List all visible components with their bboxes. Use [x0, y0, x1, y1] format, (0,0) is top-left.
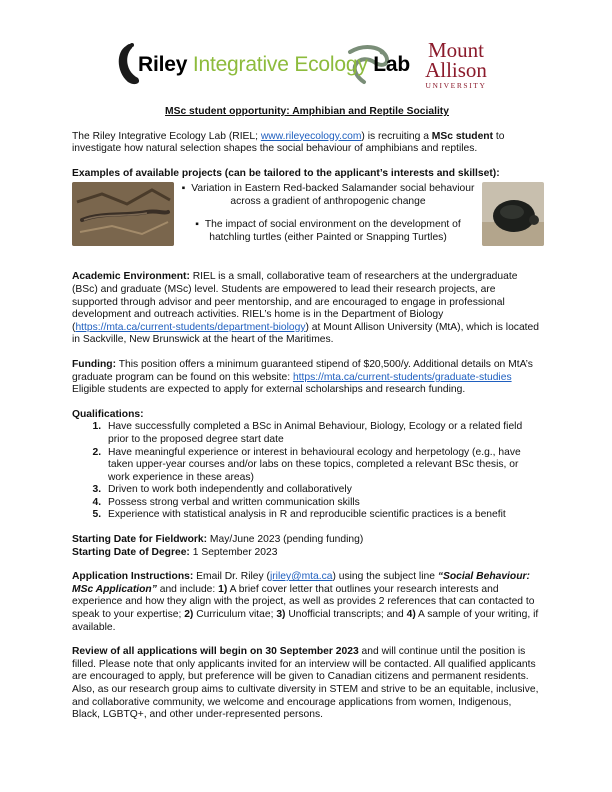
- university-line3: UNIVERSITY: [425, 81, 487, 90]
- academic-label: Academic Environment:: [72, 271, 190, 283]
- lab-logo-lab: Lab: [373, 53, 411, 76]
- funding-paragraph: [72, 359, 542, 397]
- item-number-4: 4): [406, 609, 416, 621]
- intro-bold: MSc student: [431, 130, 494, 142]
- qualification-item: 5. Experience with statistical analysis in R and reproducible scientific practices is a benefit: [104, 509, 542, 522]
- turtle-photo: [482, 182, 544, 246]
- academic-text-1: RIEL is a small, collaborative team of researchers at the undergraduate (BSc) and graduate (MSc) level. Students are empowered to lead their research projects, are supported through advisor and peer mentorship, and are encouraged to engage in professional development and outreach activities. RIEL’s home is in the Department of Biology (: [72, 271, 518, 333]
- intro-text-2: ) is recruiting a: [361, 130, 432, 142]
- bullet-icon: ▪: [195, 219, 199, 231]
- application-text-1: Email Dr. Riley (: [193, 571, 270, 583]
- project-text-1: Variation in Eastern Red-backed Salamander social behaviour across a gradient of anthropogenic change: [191, 183, 475, 207]
- application-text-2: ) using the subject line: [332, 571, 438, 583]
- funding-label: Funding:: [72, 358, 117, 370]
- university-logo: [416, 40, 496, 90]
- intro-text-1: The Riley Integrative Ecology Lab (RIEL;: [72, 130, 261, 142]
- qualification-item: 3. Driven to work both independently and collaboratively: [104, 484, 542, 497]
- lab-logo-riley: Riley: [138, 53, 193, 76]
- item-number-1: 1): [218, 583, 228, 595]
- salamander-icon: [119, 44, 139, 84]
- funding-text-2: Eligible students are expected to apply for external scholarships and research funding.: [72, 384, 466, 396]
- graduate-studies-link[interactable]: https://mta.ca/current-students/graduate-studies: [292, 371, 512, 383]
- university-line1: Mount: [427, 38, 484, 62]
- main-content: [72, 106, 542, 734]
- academic-paragraph: [72, 271, 542, 347]
- qualification-item: 1. Have successfully completed a BSc in Animal Behaviour, Biology, Ecology or a related field prior to the proposed degree start date: [104, 421, 542, 446]
- projects-section: [72, 182, 542, 260]
- funding-text-1: This position offers a minimum guaranteed stipend of $20,500/y. Additional details on MtA’s graduate program can be found on this website:: [72, 358, 533, 383]
- application-label: Application Instructions:: [72, 571, 194, 583]
- academic-text-2: ) at Mount Allison University (MtA), which is located in Sackville, New Brunswick at the heart of the Maritimes.: [72, 321, 539, 346]
- project-text-2: The impact of social environment on the development of hatchling turtles (either Painted or Snapping Turtles): [204, 219, 461, 243]
- qualification-item: 4. Possess strong verbal and written communication skills: [104, 497, 542, 510]
- lab-website-link[interactable]: www.rileyecology.com: [260, 130, 362, 142]
- fieldwork-date-label: Starting Date for Fieldwork:: [72, 534, 208, 546]
- fieldwork-date-value: May/June 2023 (pending funding): [207, 534, 364, 546]
- intro-text-3: to investigate how natural selection shapes the social behaviour of amphibians and reptiles.: [72, 130, 505, 155]
- project-item-2: [178, 219, 478, 244]
- header: [0, 0, 612, 100]
- email-subject-line: “Social Behaviour: MSc Application”: [72, 571, 530, 595]
- bullet-icon: ▪: [181, 183, 186, 195]
- degree-date-value: 1 September 2023: [189, 546, 278, 558]
- review-text: and will continue until the position is filled. Please note that only applicants invited for an interview will be contacted. All qualified applicants are encouraged to apply, but preference will be given to Canadian citizens and permanent residents. Also, as our research group aims to cultivate diversity in STEM and strive to be an equitable, inclusive, and collaborative community, we welcome and encourage applications from women, Indigenous, Black, LGBTQ+, and other under-represented persons.: [72, 646, 539, 721]
- biology-department-link[interactable]: https://mta.ca/current-students/department-biology: [75, 321, 306, 333]
- page-title: MSc student opportunity: Amphibian and Reptile Sociality: [165, 106, 449, 117]
- application-text-6: Unofficial transcripts; and: [285, 609, 407, 621]
- lab-logo-text: [138, 53, 410, 77]
- review-bold: Review of all applications will begin on 30 September 2023: [72, 646, 359, 658]
- dates-paragraph: [72, 534, 542, 559]
- degree-date-label: Starting Date of Degree:: [72, 546, 190, 558]
- university-line2: Allison: [425, 58, 487, 82]
- application-paragraph: [72, 571, 542, 634]
- projects-heading: Examples of available projects (can be tailored to the applicant’s interests and skillset):: [72, 167, 500, 179]
- project-item-1: [178, 183, 478, 208]
- application-text-5: Curriculum vitae;: [193, 609, 277, 621]
- salamander-photo: [72, 182, 174, 246]
- qualification-item: 2. Have meaningful experience or interest in behavioural ecology and herpetology (e.g., have taken upper-year courses and/or labs on these topics, completed a relevant BSc thesis, or work experience in these areas): [104, 447, 542, 485]
- qualifications-heading: Qualifications:: [72, 408, 144, 420]
- lab-logo-middle: Integrative Ecology: [192, 53, 374, 76]
- intro-paragraph: [72, 131, 542, 156]
- item-number-3: 3): [276, 609, 286, 621]
- item-number-2: 2): [184, 609, 194, 621]
- application-text-3: and include:: [156, 583, 219, 595]
- qualifications-list: [72, 421, 542, 522]
- review-paragraph: [72, 646, 542, 722]
- email-link[interactable]: jriley@mta.ca: [269, 571, 333, 583]
- application-text-4: A brief cover letter that outlines your research interests and experience and how they align with the project, as well as provides 2 references that can contacted to speak to your expertise;: [72, 583, 535, 621]
- application-text-7: A sample of your writing, if available.: [72, 609, 539, 633]
